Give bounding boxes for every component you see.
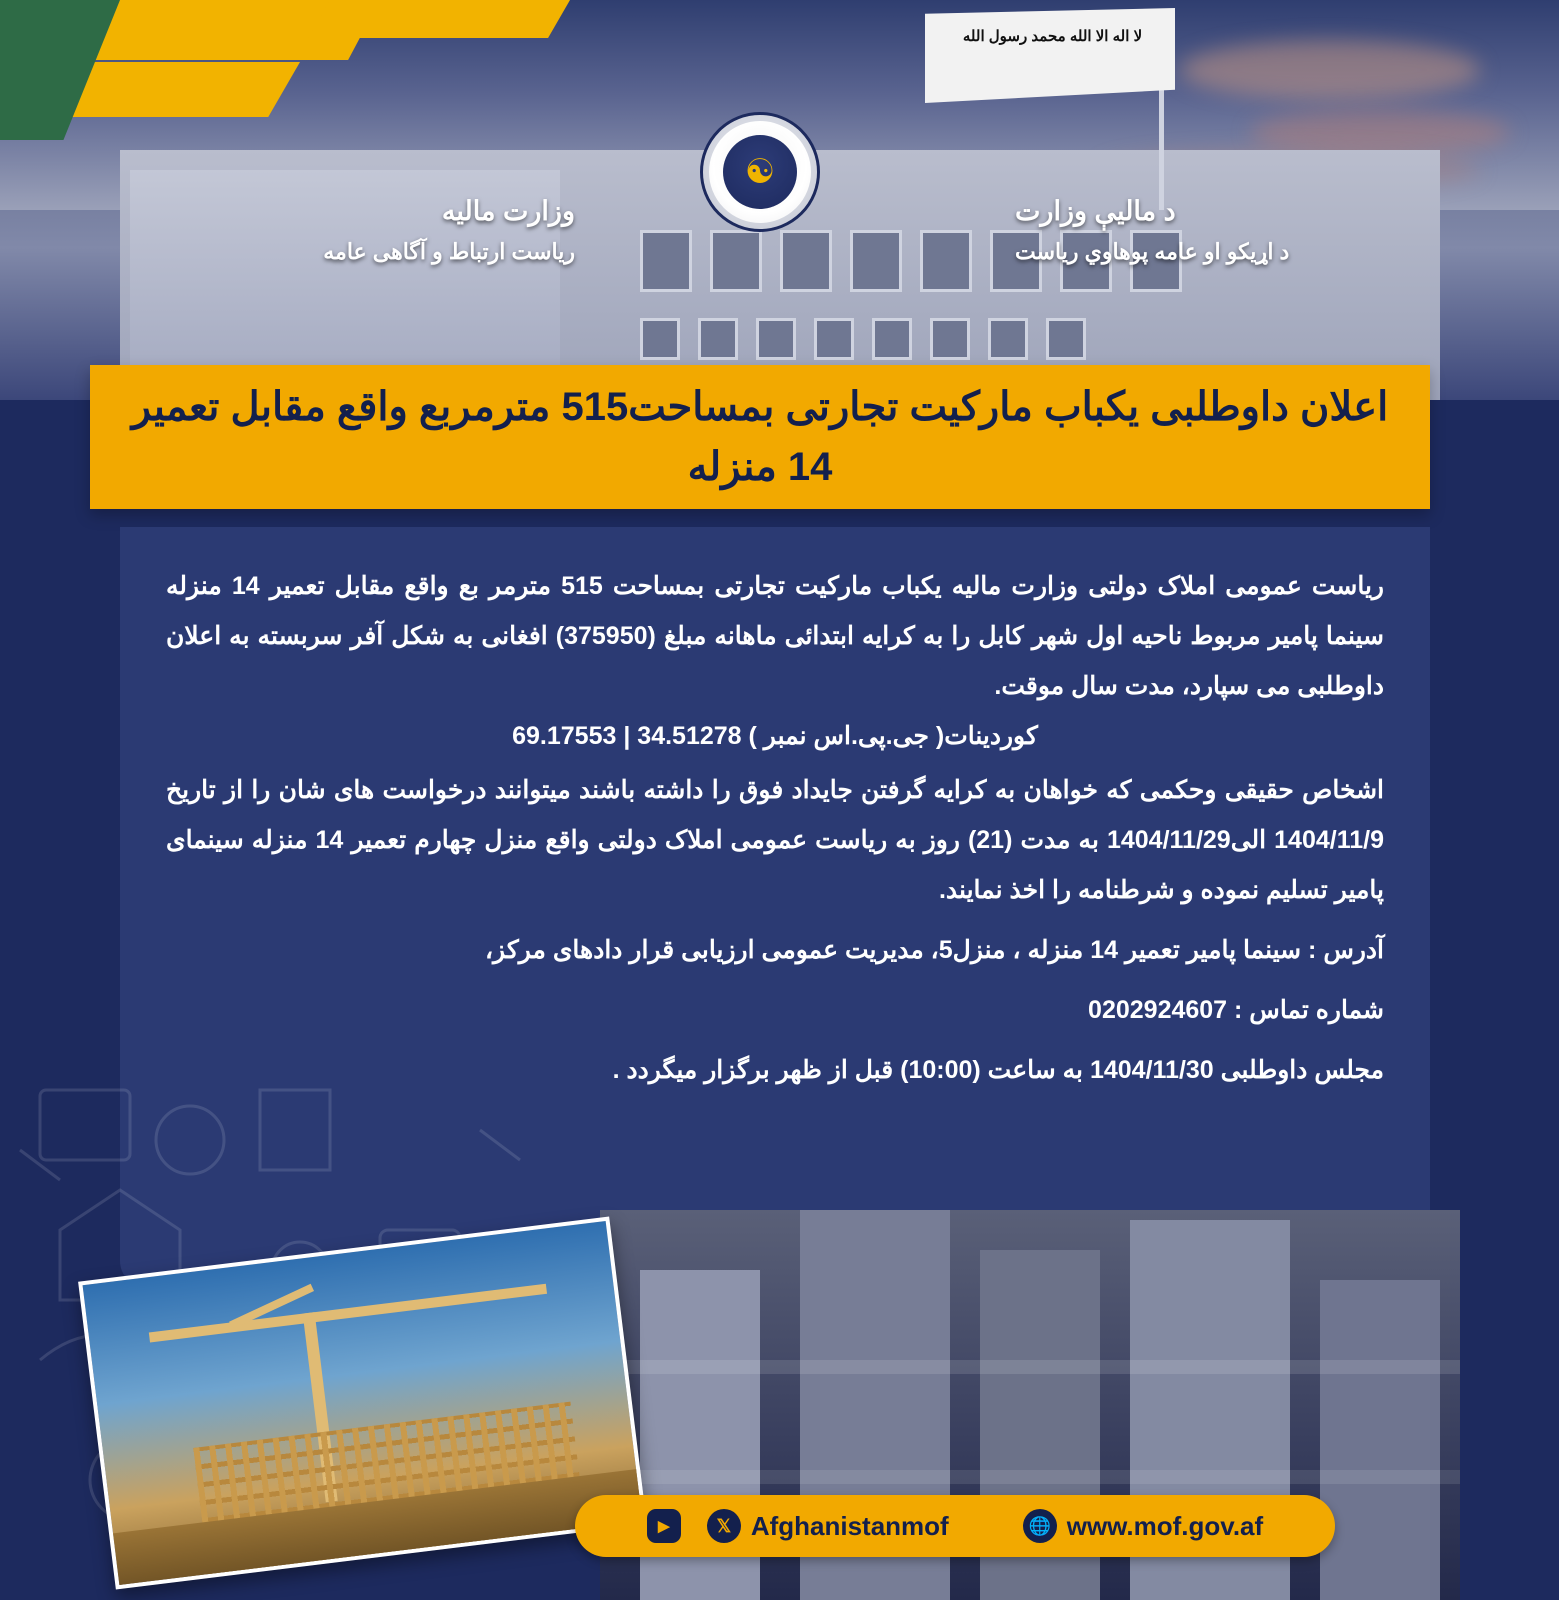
emblem-center: ☯ [723, 135, 797, 209]
window [640, 318, 680, 360]
window [756, 318, 796, 360]
flag-inscription: لا اله الا الله محمد رسول الله [962, 28, 1143, 45]
ministry-dari-line1: وزارت مالیه [441, 196, 575, 226]
window [988, 318, 1028, 360]
announcement-title-bar [90, 365, 1430, 509]
construction-site-photo [78, 1217, 647, 1590]
social-handle: Afghanistanmof [750, 1510, 949, 1541]
ministry-name-dari [175, 196, 575, 265]
window [930, 318, 970, 360]
window [698, 318, 738, 360]
website-link[interactable] [1023, 1509, 1263, 1543]
window [872, 318, 912, 360]
x-twitter-icon[interactable]: 𝕏 [707, 1509, 741, 1543]
window [1046, 318, 1086, 360]
crane-jib [149, 1284, 547, 1343]
window [814, 318, 854, 360]
bidding-session-info: مجلس داوطلبی 1404/11/30 به ساعت (10:00) قبل از ظهر برگزار میگردد . [612, 1056, 1384, 1084]
ministry-pashto-line1: د ماليې وزارت [1015, 196, 1176, 226]
address-line: آدرس : سینما پامیر تعمیر 14 منزله ، منزل5، مدیریت عمومی ارزیابی قرار دادهای مرکز، [484, 936, 1384, 964]
body-paragraph-2: اشخاص حقیقی وحکمی که خواهان به کرایه گرفتن جایداد فوق را داشته باشند میتوانند درخواست های شان را از تاریخ 1404/11/9 الی1404/11/29 به مدت (21) روز به ریاست عمومی املاک دولتی واقع منزل چهارم تعمیر 14 منزله سینمای پامیر تسلیم نموده و شرطنامه را اخذ نمایند. [166, 776, 1384, 904]
window-row [640, 318, 1086, 360]
ministry-pashto-line2: د اړیکو او عامه پوهاوي ریاست [1015, 239, 1290, 264]
ministry-name-pashto [1015, 196, 1289, 265]
emblem-ring [703, 115, 817, 229]
gps-coordinates [166, 721, 1384, 751]
window [710, 230, 762, 292]
page-title: اعلان داوطلبی یکباب مارکیت تجارتی بمساحت515 مترمربع واقع مقابل تعمیر 14 منزله [131, 385, 1389, 489]
building-column [1320, 1280, 1440, 1600]
youtube-icon[interactable]: ▶ [647, 1509, 681, 1543]
body-paragraph-1: ریاست عمومی املاک دولتی وزارت مالیه یکباب مارکیت تجارتی بمساحت 515 مترمر بع واقع مقابل تعمیر 14 منزله سینما پامیر مربوط ناحیه اول شهر کابل را به کرایه ابتدائی ماهانه مبلغ (375950) افغانی به شکل آفر سربسته به اعلان داوطلبی می سپارد، مدت سال موقت. [166, 572, 1385, 700]
window [850, 230, 902, 292]
ministry-of-finance-emblem-icon [700, 112, 820, 232]
afghanistan-flag [925, 8, 1175, 103]
building-band [600, 1470, 1460, 1484]
cloud-shape [1250, 110, 1510, 155]
contact-phone: شماره تماس : 0202924607 [1088, 996, 1384, 1024]
footer-contact-bar [575, 1495, 1335, 1557]
globe-icon[interactable]: 🌐 [1023, 1509, 1057, 1543]
coords-label: کوردینات( جی.پی.اس نمبر ) [748, 722, 1038, 750]
building-band [600, 1360, 1460, 1374]
window [640, 230, 692, 292]
decor-ribbon-yellow [308, 0, 570, 38]
website-url: www.mof.gov.af [1066, 1510, 1264, 1541]
youtube-link[interactable] [647, 1509, 681, 1543]
window [780, 230, 832, 292]
cloud-shape [1180, 40, 1480, 100]
ministry-dari-line2: ریاست ارتباط و آگاهی عامه [323, 239, 575, 264]
window [920, 230, 972, 292]
coords-value: 69.17553 | 34.51278 [512, 722, 742, 750]
x-social-link[interactable] [707, 1509, 949, 1543]
